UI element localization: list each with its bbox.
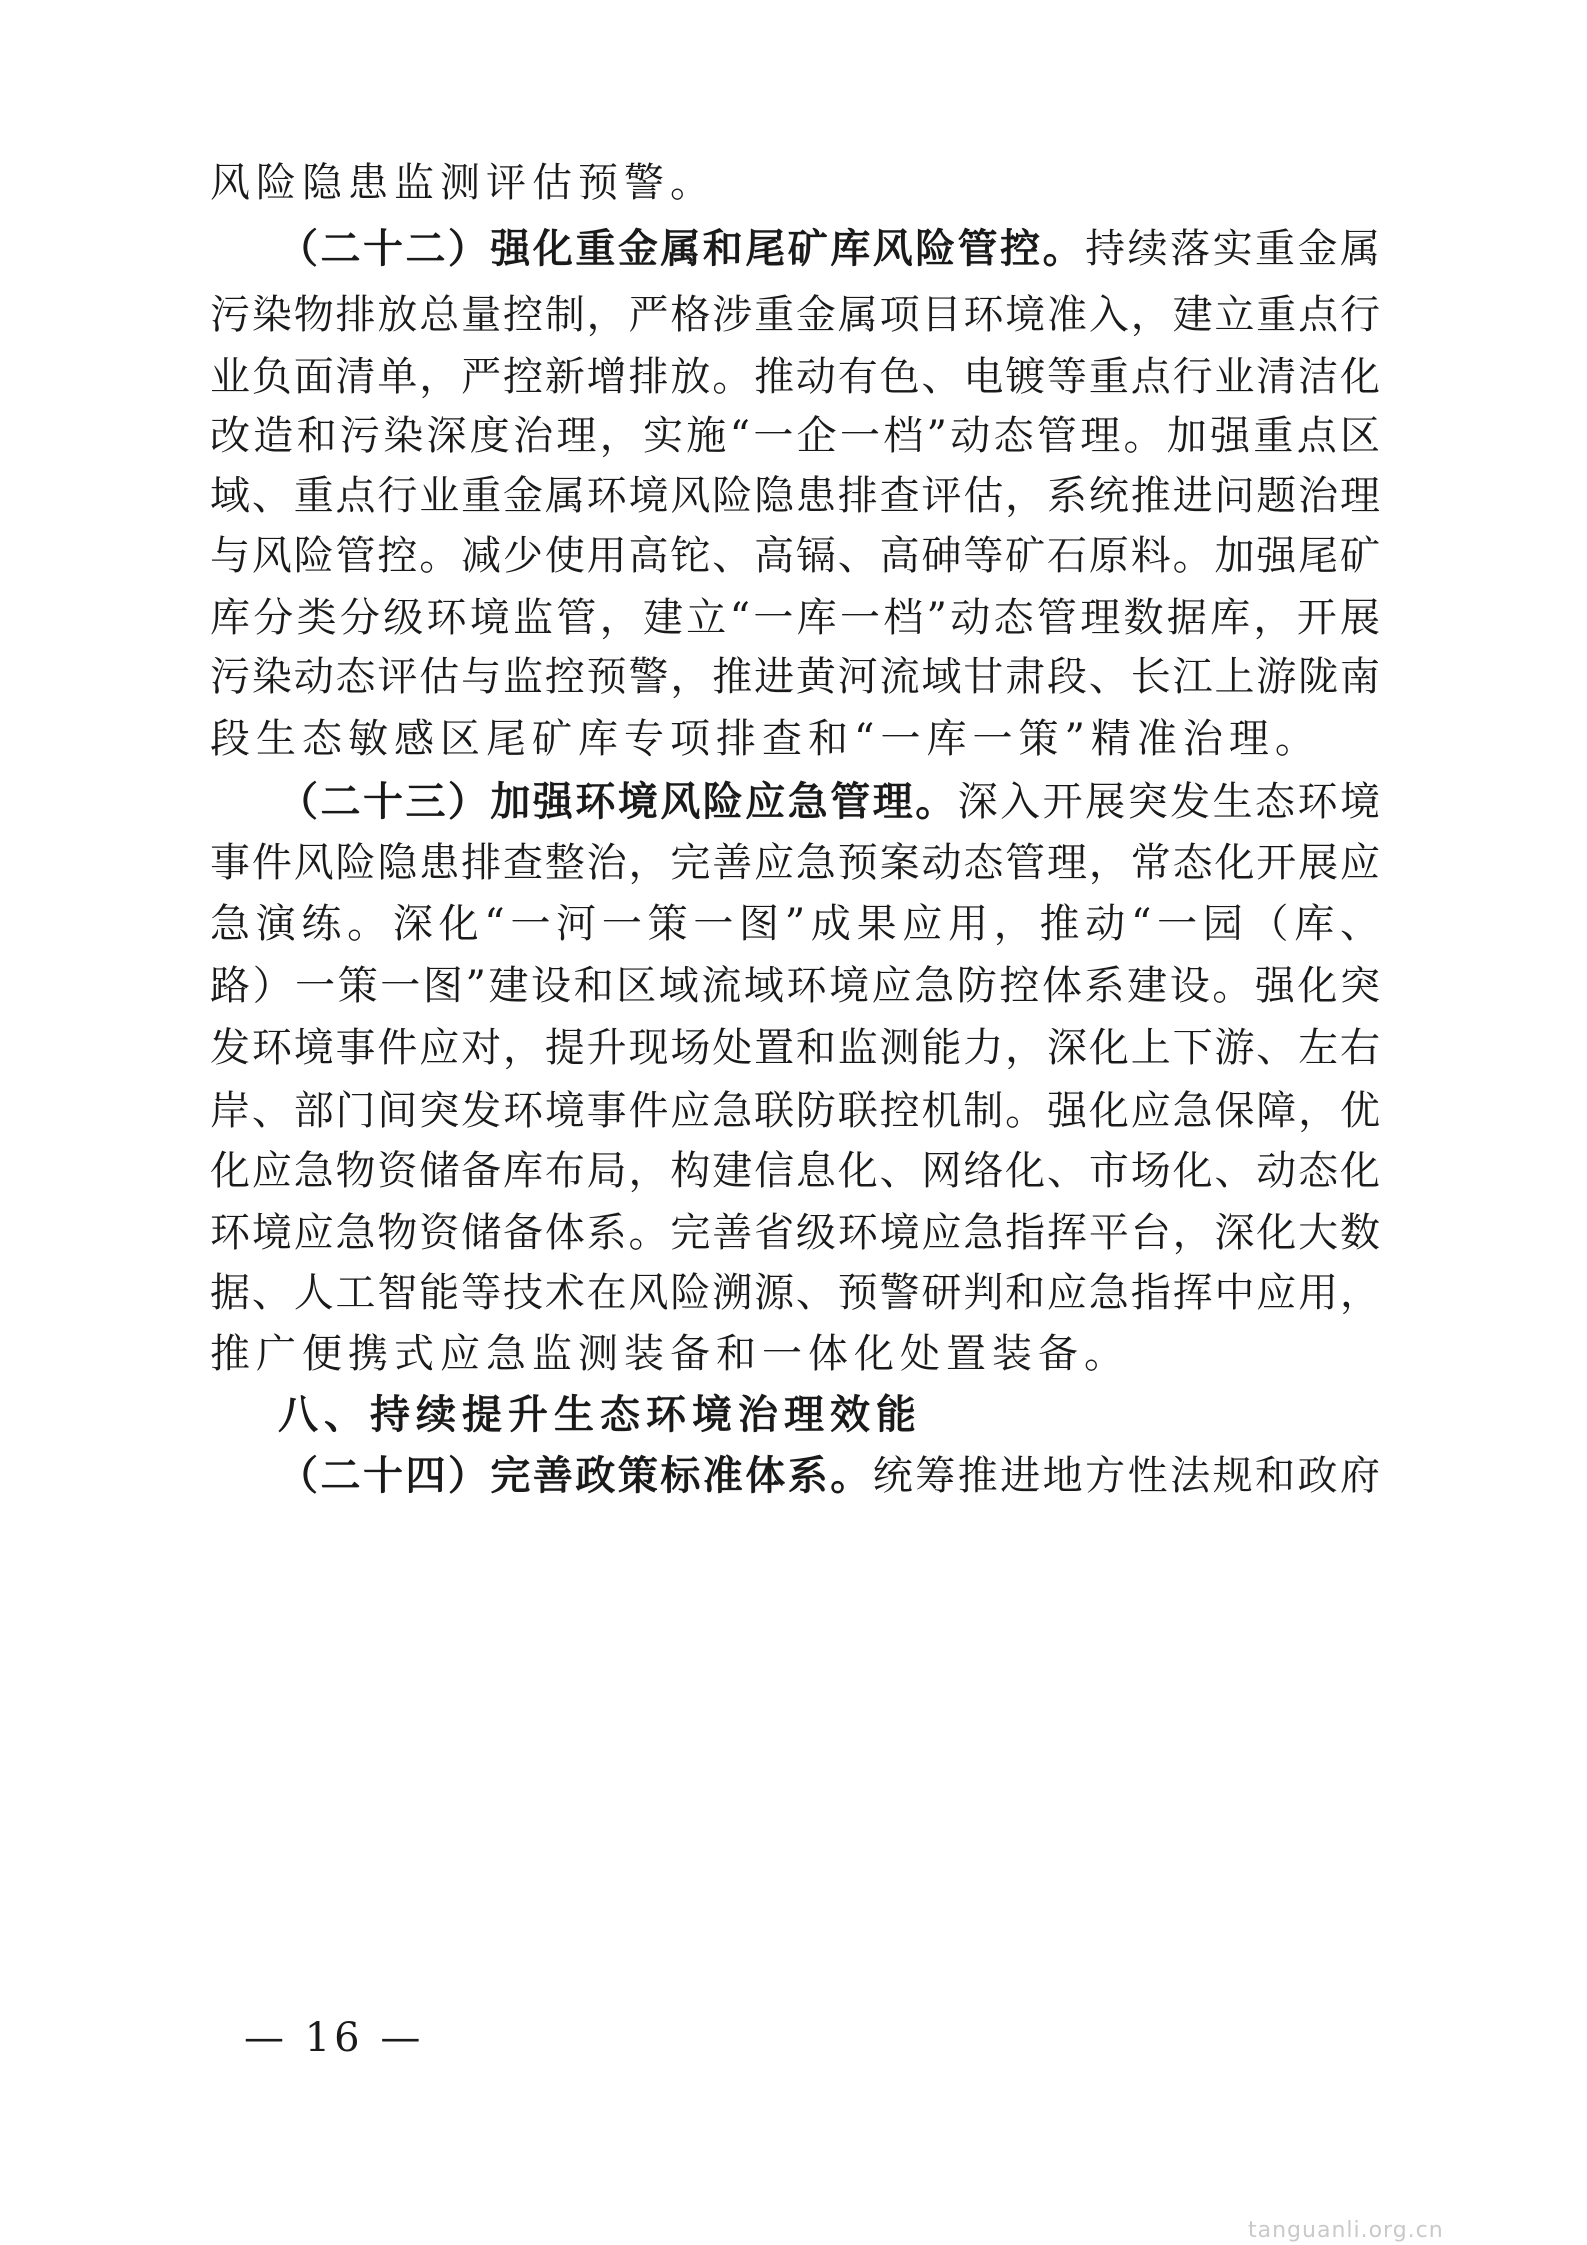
body-text: 污染动态评估与监控预警，推进黄河流域甘肃段、长江上游陇南 <box>210 654 1380 700</box>
heading-text: （二十三）加强环境风险应急管理。 <box>278 779 958 825</box>
body-text: 段生态敏感区尾矿库专项排查和“一库一策”精准治理。 <box>210 716 1321 762</box>
body-text: 据、人工智能等技术在风险溯源、预警研判和应急指挥中应用， <box>210 1270 1380 1316</box>
body-text: 推广便携式应急监测装备和一体化处置装备。 <box>210 1331 1130 1377</box>
body-text: 急演练。深化“一河一策一图”成果应用，推动“一园（库、 <box>210 901 1380 947</box>
body-text: 路）一策一图”建设和区域流域环境应急防控体系建设。强化突 <box>210 963 1380 1009</box>
heading-text: （二十四）完善政策标准体系。 <box>278 1453 873 1499</box>
body-text: 与风险管控。减少使用高铊、高镉、高砷等矿石原料。加强尾矿 <box>210 533 1380 579</box>
heading-text: 八、持续提升生态环境治理效能 <box>278 1392 922 1438</box>
body-text: 库分类分级环境监管，建立“一库一档”动态管理数据库，开展 <box>210 595 1380 641</box>
body-text: 持续落实重金属 <box>1085 226 1380 272</box>
watermark: tanguanli.org.cn <box>1248 2218 1444 2243</box>
body-text: 化应急物资储备库布局，构建信息化、网络化、市场化、动态化 <box>210 1148 1380 1194</box>
body-text: 岸、部门间突发环境事件应急联防联控机制。强化应急保障，优 <box>210 1088 1380 1134</box>
body-text: 域、重点行业重金属环境风险隐患排查评估，系统推进问题治理 <box>210 473 1380 519</box>
body-text: 业负面清单，严控新增排放。推动有色、电镀等重点行业清洁化 <box>210 354 1380 400</box>
page-number: — 16 — <box>244 2015 425 2061</box>
body-text: 污染物排放总量控制，严格涉重金属项目环境准入，建立重点行 <box>210 292 1380 338</box>
body-text: 事件风险隐患排查整治，完善应急预案动态管理，常态化开展应 <box>210 840 1380 886</box>
body-text: 风险隐患监测评估预警。 <box>210 160 716 206</box>
text-line <box>278 1437 1380 1515</box>
body-text: 发环境事件应对，提升现场处置和监测能力，深化上下游、左右 <box>210 1025 1380 1071</box>
body-text: 深入开展突发生态环境 <box>957 779 1380 825</box>
heading-text: （二十二）强化重金属和尾矿库风险管控。 <box>278 226 1086 272</box>
body-text: 统筹推进地方性法规和政府 <box>872 1453 1380 1499</box>
body-text: 改造和污染深度治理，实施“一企一档”动态管理。加强重点区 <box>210 413 1380 459</box>
body-text: 环境应急物资储备体系。完善省级环境应急指挥平台，深化大数 <box>210 1210 1380 1256</box>
